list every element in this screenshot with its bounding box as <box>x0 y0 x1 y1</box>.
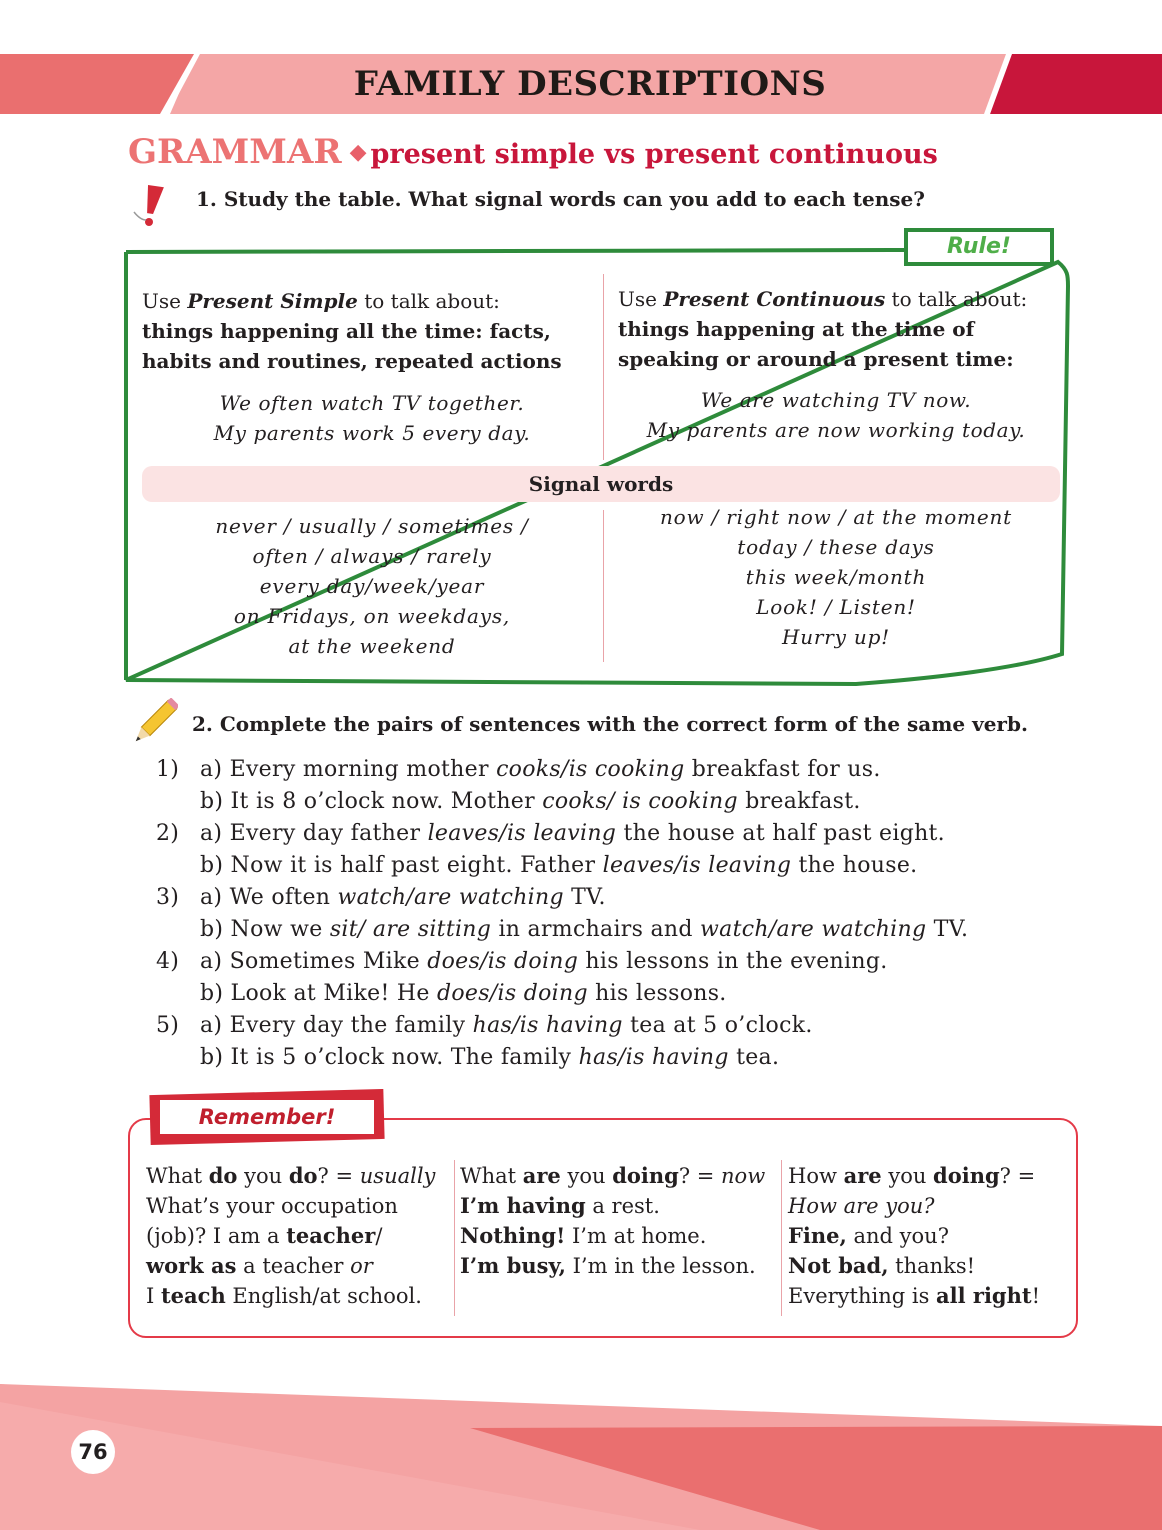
page-number: 76 <box>78 1440 108 1464</box>
column-divider <box>603 510 604 662</box>
present-continuous-column <box>618 284 1068 374</box>
sentence-text: b) Look at Mike! He <box>200 981 437 1006</box>
signal-word-line: often / always / rarely <box>252 544 492 568</box>
signal-word-line: every day/week/year <box>259 574 485 598</box>
lead-text: Use <box>142 289 188 313</box>
sentence-text: b) It is 8 o’clock now. Mother <box>200 789 543 814</box>
footer-banner <box>0 1380 1162 1530</box>
lead-text: Use <box>618 287 664 311</box>
item-number: 5) <box>156 1013 180 1038</box>
signal-word-line: Look! / Listen! <box>756 595 916 619</box>
sentence-text: TV. <box>563 885 606 910</box>
sentence-text: TV. <box>926 917 969 942</box>
exercise-item <box>156 754 1116 818</box>
diamond-icon: ◆ <box>349 140 367 165</box>
signal-word-line: today / these days <box>737 535 935 559</box>
sentence-a <box>200 754 1116 786</box>
remember-line: Fine, and you? <box>788 1223 949 1248</box>
verb-choice[interactable]: watch/are watching <box>700 917 927 942</box>
sentence-text: b) Now we <box>200 917 330 942</box>
signal-word-line: never / usually / sometimes / <box>215 514 529 538</box>
column-divider <box>781 1160 782 1316</box>
present-simple-term: Present Simple <box>187 289 358 313</box>
sentence-text: his lessons in the evening. <box>578 949 888 974</box>
verb-choice[interactable]: cooks/ is cooking <box>542 789 738 814</box>
sentence-text: tea. <box>728 1045 780 1070</box>
signal-word-line: this week/month <box>745 565 927 589</box>
sentence-text: a) We often <box>200 885 338 910</box>
verb-choice[interactable]: cooks/is cooking <box>496 757 685 782</box>
verb-choice[interactable]: does/is doing <box>436 981 588 1006</box>
item-number: 4) <box>156 949 180 974</box>
remember-line: work as a teacher or <box>146 1253 373 1278</box>
present-continuous-term: Present Continuous <box>663 287 886 311</box>
remember-badge-label: Remember! <box>198 1105 336 1129</box>
remember-line: Nothing! I’m at home. <box>460 1223 707 1248</box>
present-continuous-lead <box>618 284 1068 314</box>
present-simple-lead <box>142 286 592 316</box>
column-divider <box>603 274 604 460</box>
signal-word-line: on Fridays, on weekdays, <box>233 604 511 628</box>
remember-line: I’m busy, I’m in the lesson. <box>460 1253 756 1278</box>
sentence-text: in armchairs and <box>491 917 701 942</box>
example-sentence: My parents work 5 every day. <box>213 421 531 445</box>
present-continuous-description: things happening at the time of speaking or around a present time: <box>618 317 1014 371</box>
exercise-item <box>156 1010 1116 1074</box>
remember-line: How are you? <box>788 1194 935 1218</box>
sentence-a <box>200 1010 1116 1042</box>
item-number: 1) <box>156 757 180 782</box>
verb-choice[interactable]: leaves/is leaving <box>427 821 617 846</box>
sentence-text: a) Every day father <box>200 821 428 846</box>
remember-line: I’m having a rest. <box>460 1193 660 1218</box>
exercise-item <box>156 882 1116 946</box>
exercise-list <box>156 754 1116 1074</box>
item-number: 3) <box>156 885 180 910</box>
sentence-text: a) Every morning mother <box>200 757 497 782</box>
present-simple-description: things happening all the time: facts, habits and routines, repeated actions <box>142 319 562 373</box>
exercise-item <box>156 946 1116 1010</box>
present-simple-column <box>142 286 592 376</box>
sentence-b <box>200 1042 1116 1074</box>
page-title: FAMILY DESCRIPTIONS <box>353 64 827 104</box>
remember-line: How are you doing? = <box>788 1163 1036 1188</box>
verb-choice[interactable]: has/is having <box>578 1045 729 1070</box>
remember-line: Not bad, thanks! <box>788 1253 976 1278</box>
sentence-a <box>200 818 1116 850</box>
remember-line: (job)? I am a teacher/ <box>146 1223 383 1248</box>
remember-line: What are you doing? = now <box>460 1163 766 1188</box>
sentence-b <box>200 786 1116 818</box>
example-sentence: We often watch TV together. <box>219 391 525 415</box>
sentence-text: b) Now it is half past eight. Father <box>200 853 603 878</box>
grammar-topic: present simple vs present continuous <box>370 139 938 170</box>
signal-word-line: Hurry up! <box>781 625 891 649</box>
grammar-label: GRAMMAR <box>128 132 342 172</box>
sentence-b <box>200 914 1116 946</box>
sentence-text: breakfast. <box>737 789 861 814</box>
sentence-text: tea at 5 o’clock. <box>622 1013 813 1038</box>
remember-line: I teach English/at school. <box>146 1283 422 1308</box>
signal-words-title: Signal words <box>528 472 674 496</box>
sentence-b <box>200 850 1116 882</box>
task-2-instruction: 2. Complete the pairs of sentences with the correct form of the same verb. <box>192 712 1028 736</box>
item-number: 2) <box>156 821 180 846</box>
lead-text: to talk about: <box>357 289 500 313</box>
sentence-a <box>200 946 1116 978</box>
signal-word-line: at the weekend <box>288 634 456 658</box>
sentence-text: a) Sometimes Mike <box>200 949 428 974</box>
present-continuous-examples <box>606 385 1066 445</box>
sentence-text: a) Every day the family <box>200 1013 473 1038</box>
signal-words-continuous <box>606 502 1066 652</box>
remember-line: What’s your occupation <box>146 1194 398 1218</box>
sentence-text: the house at half past eight. <box>616 821 945 846</box>
sentence-text: b) It is 5 o’clock now. The family <box>200 1045 579 1070</box>
sentence-b <box>200 978 1116 1010</box>
signal-words-simple <box>142 511 602 661</box>
present-simple-examples <box>142 388 602 448</box>
sentence-text: breakfast for us. <box>684 757 881 782</box>
verb-choice[interactable]: leaves/is leaving <box>602 853 792 878</box>
sentence-text: the house. <box>791 853 918 878</box>
exercise-item <box>156 818 1116 882</box>
sentence-a <box>200 882 1116 914</box>
remember-line: Everything is all right! <box>788 1283 1041 1308</box>
grammar-heading <box>128 132 938 172</box>
remember-column-now <box>460 1161 765 1281</box>
verb-choice[interactable]: sit/ are sitting <box>329 917 492 942</box>
lead-text: to talk about: <box>885 287 1028 311</box>
task-1-instruction: 1. Study the table. What signal words can you add to each tense? <box>196 187 926 211</box>
pencil-icon <box>126 698 178 752</box>
signal-word-line: now / right now / at the moment <box>660 505 1012 529</box>
rule-badge-label: Rule! <box>947 234 1011 259</box>
example-sentence: We are watching TV now. <box>700 388 972 412</box>
column-divider <box>454 1160 455 1316</box>
remember-column-occupation <box>146 1161 435 1311</box>
example-sentence: My parents are now working today. <box>646 418 1026 442</box>
verb-choice[interactable]: watch/are watching <box>337 885 564 910</box>
verb-choice[interactable]: does/is doing <box>427 949 579 974</box>
sentence-text: his lessons. <box>587 981 727 1006</box>
remember-column-greeting <box>788 1161 1040 1311</box>
verb-choice[interactable]: has/is having <box>472 1013 623 1038</box>
remember-line: What do you do? = usually <box>146 1163 436 1188</box>
